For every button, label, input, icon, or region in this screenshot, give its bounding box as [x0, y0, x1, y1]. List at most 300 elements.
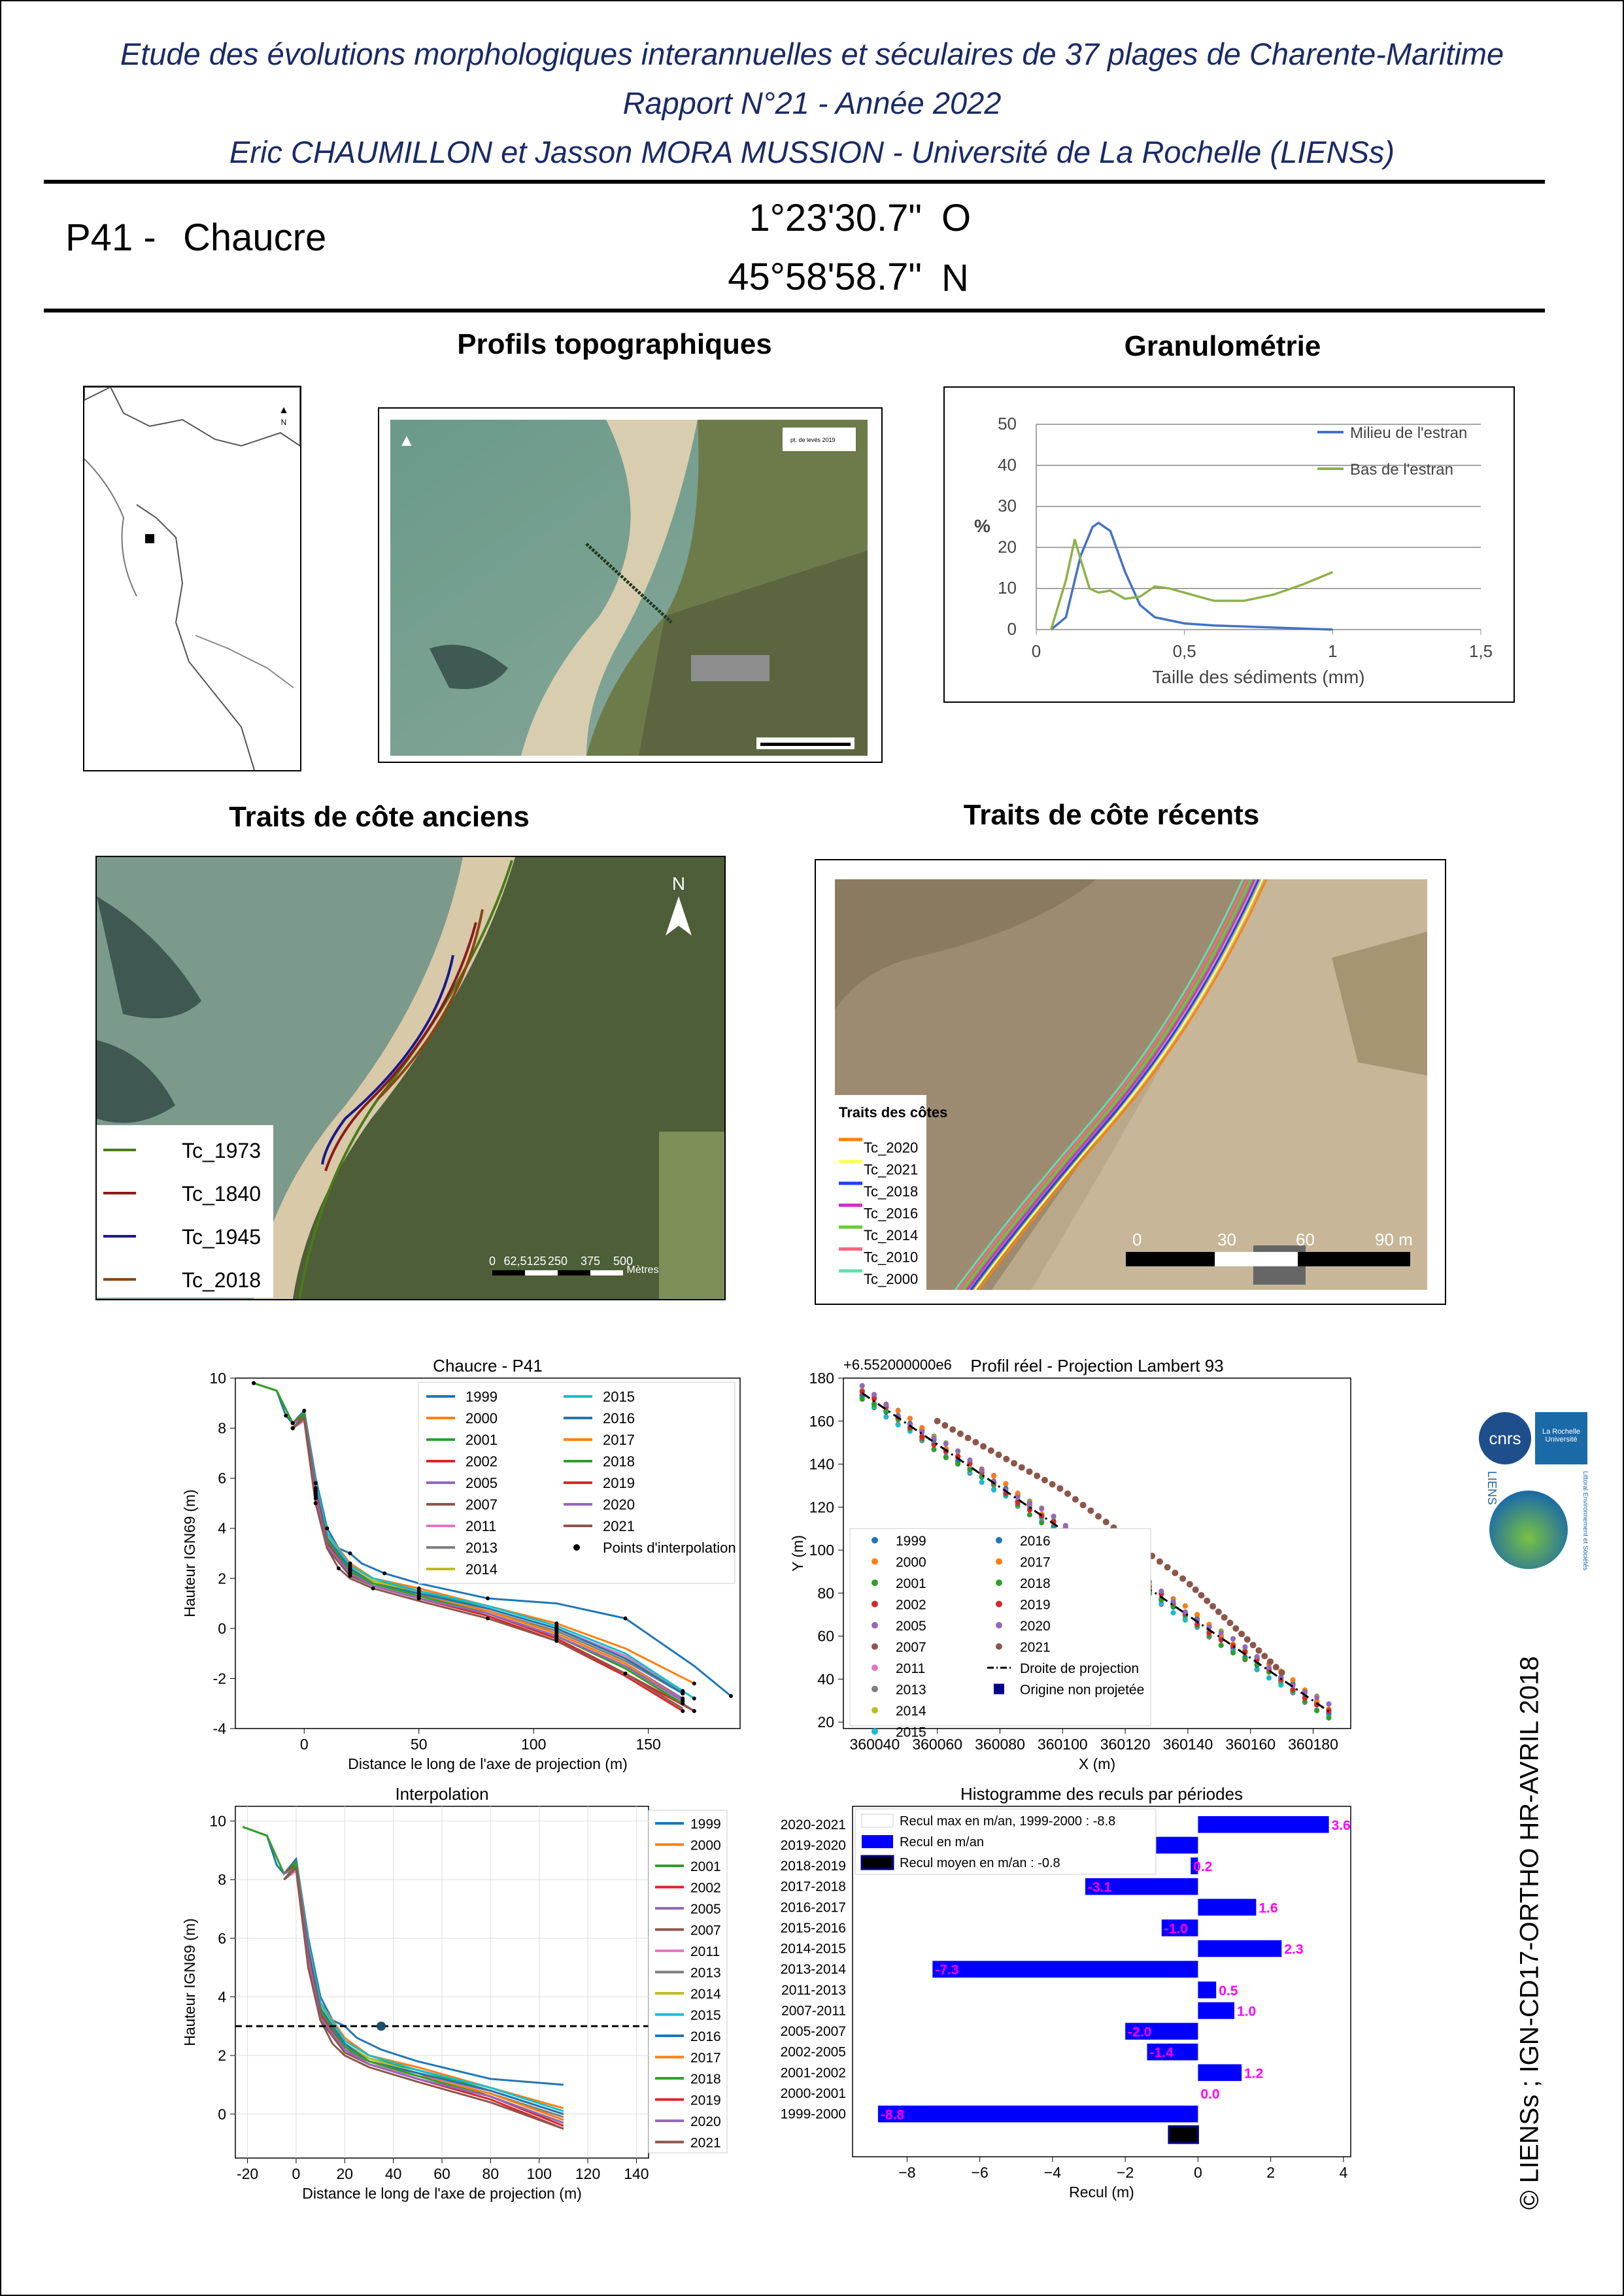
profile-point-2021 — [1279, 1670, 1285, 1676]
category-label: 2011-2013 — [781, 1982, 846, 1998]
category-label: 2020-2021 — [780, 1817, 846, 1832]
chart-title: Profil réel - Projection Lambert 93 — [970, 1356, 1224, 1376]
profile-point-2021 — [1267, 1659, 1274, 1665]
x-tick-label: −4 — [1043, 2164, 1062, 2181]
profile-point — [860, 1383, 865, 1389]
profile-point — [1326, 1715, 1331, 1721]
legend-label: 2018 — [690, 2072, 721, 2087]
x-tick-label: 100 — [526, 2165, 552, 2182]
x-tick-label: 0 — [1031, 641, 1041, 661]
legend-swatch — [871, 1601, 878, 1608]
legend-label: Recul max en m/an, 1999-2000 : -8.8 — [900, 1814, 1116, 1829]
profile-point — [991, 1474, 996, 1479]
profile-point-2021 — [941, 1422, 948, 1428]
legend-label: Tc_2018 — [182, 1268, 261, 1292]
profile-point-2021 — [1193, 1587, 1199, 1593]
category-label: 2014-2015 — [780, 1941, 846, 1957]
y-tick-label: -4 — [212, 1720, 226, 1737]
x-axis-label: Recul (m) — [1069, 2184, 1134, 2201]
x-tick-label: 360060 — [912, 1736, 963, 1753]
legend-label: 2007 — [465, 1496, 498, 1513]
profile-point-2021 — [972, 1439, 979, 1445]
legend-swatch — [573, 1544, 580, 1551]
interp-point — [681, 1691, 685, 1695]
scale-label: 375 — [580, 1255, 601, 1268]
scale-label: 60 — [1296, 1230, 1315, 1249]
category-label: 2007-2011 — [781, 2003, 846, 2019]
granulo-chart-frame — [943, 386, 1515, 703]
x-tick-label: 360140 — [1162, 1736, 1213, 1753]
profile-point — [1326, 1701, 1331, 1706]
profile-point-2021 — [934, 1418, 941, 1425]
interp-point — [554, 1634, 558, 1638]
interp-point — [554, 1639, 558, 1643]
x-tick-label: 20 — [336, 2165, 354, 2182]
legend — [418, 1382, 736, 1583]
mean-bar — [1169, 2126, 1198, 2143]
profile-point — [896, 1423, 901, 1428]
scale-label: 0 — [1132, 1230, 1142, 1249]
profile-point — [1003, 1481, 1008, 1486]
legend-label: Origine non projetée — [1020, 1682, 1145, 1698]
y-tick-label: 0 — [218, 2105, 226, 2123]
profile-point-2021 — [1221, 1614, 1228, 1621]
bar — [1198, 1940, 1281, 1957]
interp-point — [554, 1627, 558, 1630]
profile-point — [979, 1468, 985, 1473]
y-tick-label: 4 — [218, 1519, 226, 1537]
y-tick-label: 6 — [218, 1929, 226, 1947]
profile-point — [1230, 1650, 1236, 1655]
y-tick-label: 60 — [817, 1627, 834, 1645]
profile-point — [907, 1415, 913, 1421]
legend-label: 2007 — [896, 1640, 926, 1655]
legend-label: 1999 — [690, 1817, 721, 1832]
x-tick-label: −6 — [971, 2164, 989, 2181]
legend-label: 2018 — [603, 1453, 635, 1470]
legend-swatch — [862, 1856, 893, 1869]
credit-text: © LIENSs ; IGN-CD17-ORTHO HR-AVRIL 2018 — [1515, 1656, 1544, 2210]
profile-point — [955, 1462, 960, 1467]
legend-label: 2019 — [1020, 1597, 1051, 1613]
report-title: Etude des évolutions morphologiques interannuelles et séculaires de 37 plages de Charente-Maritime — [120, 37, 1504, 71]
legend-swatch — [871, 1537, 878, 1544]
legend-label: 2016 — [603, 1410, 635, 1427]
legend-label: Tc_2018 — [864, 1183, 919, 1200]
profile-point — [1230, 1636, 1236, 1642]
bar-value-label: 0.2 — [1193, 1859, 1213, 1875]
y-tick-label: 10 — [998, 578, 1017, 598]
interp-point — [417, 1596, 421, 1600]
profile-point — [1039, 1520, 1044, 1525]
x-tick-label: 1,5 — [1468, 641, 1493, 661]
profile-point — [1255, 1654, 1260, 1659]
legend-label: 2002 — [896, 1597, 926, 1613]
x-tick-label: 4 — [1339, 2164, 1348, 2181]
legend-label: 2018 — [1020, 1576, 1051, 1591]
legend-label: 2020 — [1020, 1619, 1051, 1634]
y-tick-label: 2 — [218, 1570, 226, 1587]
interp-point — [486, 1617, 490, 1621]
legend-label: 2020 — [690, 2114, 721, 2129]
longitude-dir: O — [941, 197, 972, 239]
legend-label: 2001 — [896, 1576, 926, 1591]
legend-swatch — [996, 1559, 1002, 1565]
bar — [1198, 1899, 1256, 1916]
category-label: 2013-2014 — [780, 1962, 846, 1978]
granulo-chart — [945, 388, 1514, 701]
liens-logo-text: LIENS — [1485, 1471, 1498, 1506]
legend-swatch — [862, 1835, 893, 1848]
scale-label: 90 m — [1375, 1230, 1413, 1249]
x-tick-label: 80 — [482, 2165, 499, 2182]
profile-point — [1314, 1695, 1319, 1700]
profile-point-2021 — [1187, 1581, 1193, 1587]
bar-value-label: 1.2 — [1244, 2066, 1264, 2082]
legend-label: 2015 — [690, 2008, 721, 2023]
recent-shorelines-map — [815, 859, 1446, 1305]
x-tick-label: 140 — [624, 2165, 649, 2182]
scale-unit: Mètres — [626, 1264, 659, 1275]
interp-point — [252, 1381, 256, 1385]
top-rule — [44, 180, 1545, 184]
profile-point — [1266, 1664, 1272, 1670]
profile-point-2021 — [1080, 1502, 1087, 1508]
x-tick-label: 360180 — [1288, 1736, 1338, 1753]
legend-label: 2021 — [690, 2135, 721, 2151]
legend-label: 2011 — [896, 1661, 926, 1676]
legend-label: 2013 — [465, 1540, 498, 1556]
legend-levés: pt. de levés 2019 — [790, 437, 836, 443]
legend-swatch — [994, 1684, 1004, 1695]
y-tick-label: 20 — [998, 537, 1017, 557]
x-tick-label: 360040 — [849, 1736, 900, 1753]
legend-label: Recul moyen en m/an : -0.8 — [900, 1856, 1060, 1870]
legend-label: 2016 — [690, 2029, 721, 2044]
x-axis-label: Distance le long de l'axe de projection (m) — [348, 1755, 628, 1772]
legend-label: Tc_1840 — [182, 1182, 261, 1206]
profile-point-2021 — [1011, 1460, 1017, 1466]
legend-swatch — [871, 1707, 878, 1714]
legend-label: 2000 — [896, 1555, 926, 1570]
interp-point — [314, 1494, 318, 1498]
profile-point-2021 — [1019, 1464, 1025, 1471]
scale-label: 30 — [1217, 1230, 1236, 1249]
legend-label: 1999 — [465, 1389, 498, 1405]
profile-point-2021 — [1095, 1513, 1102, 1519]
profile-point-2021 — [1041, 1477, 1048, 1483]
report-number: Rapport N°21 - Année 2022 — [622, 86, 1002, 120]
y-tick-label: 0 — [1007, 619, 1017, 639]
x-tick-label: 0,5 — [1172, 641, 1196, 661]
x-tick-label: 0 — [1193, 2164, 1202, 2181]
bar — [1198, 2065, 1242, 2082]
profile-point-2021 — [1210, 1603, 1216, 1610]
profile-point — [883, 1414, 888, 1419]
legend-label: 2021 — [1020, 1640, 1051, 1655]
profile-point — [943, 1441, 949, 1446]
category-label: 2002-2005 — [780, 2044, 846, 2060]
y-tick-label: 4 — [218, 1988, 226, 2006]
legend-label: 2016 — [1020, 1534, 1051, 1549]
profile-point-2021 — [957, 1430, 964, 1437]
chart-profiles — [170, 1340, 758, 1778]
profile-point-2021 — [1003, 1456, 1009, 1462]
x-tick-label: 150 — [635, 1736, 661, 1753]
profile-point — [1242, 1656, 1247, 1661]
profile-point — [919, 1430, 924, 1435]
y-tick-label: 160 — [809, 1412, 834, 1430]
x-tick-label: 360120 — [1100, 1736, 1151, 1753]
profile-point — [1027, 1512, 1032, 1517]
bar-value-label: -1.0 — [1164, 1921, 1188, 1936]
scale-label: 500 — [613, 1255, 634, 1268]
legend-label: 2019 — [603, 1475, 635, 1491]
profile-point — [1219, 1643, 1224, 1648]
legend-label: 2021 — [603, 1518, 635, 1534]
interp-point — [729, 1694, 733, 1698]
legend-label: 2019 — [690, 2093, 721, 2108]
legend-swatch — [871, 1644, 878, 1650]
profile-point — [871, 1392, 877, 1397]
x-tick-label: -20 — [236, 2165, 259, 2182]
profile-point-2021 — [1198, 1592, 1204, 1598]
bar-value-label: 0.5 — [1219, 1983, 1238, 1999]
profile-point — [991, 1487, 996, 1493]
legend-swatch — [996, 1644, 1002, 1650]
y-tick-label: 0 — [218, 1619, 226, 1637]
x-tick-label: −2 — [1117, 2164, 1134, 2181]
x-axis-label: X (m) — [1078, 1755, 1116, 1772]
category-label: 2019-2020 — [780, 1838, 846, 1853]
site-marker — [145, 534, 154, 543]
profile-point-2021 — [1255, 1647, 1262, 1654]
site-name: Chaucre — [183, 216, 327, 259]
legend-label: 2011 — [465, 1518, 497, 1534]
category-label: 2017-2018 — [780, 1879, 846, 1895]
legend-label: Tc_2010 — [864, 1249, 919, 1266]
interp-point — [348, 1572, 352, 1576]
profile-point — [1266, 1676, 1272, 1681]
svg-text:N: N — [280, 418, 287, 427]
legend-label: 2014 — [896, 1704, 926, 1719]
legend-label: 2011 — [690, 1944, 720, 1959]
y-tick-label: 50 — [998, 414, 1017, 433]
interp-point — [325, 1527, 329, 1530]
x-tick-label: 120 — [575, 2165, 601, 2182]
bottom-rule — [44, 309, 1545, 312]
profile-point — [1039, 1506, 1044, 1511]
profile-point-2021 — [1157, 1559, 1163, 1565]
legend — [855, 1809, 1156, 1874]
old-shorelines-map — [95, 856, 726, 1300]
interp-point — [291, 1421, 295, 1425]
profile-point-2021 — [965, 1435, 972, 1442]
profile-point-2021 — [1232, 1625, 1239, 1632]
chart-title: Chaucre - P41 — [433, 1356, 543, 1376]
profile-point-2021 — [949, 1427, 956, 1433]
profile-point — [1027, 1500, 1032, 1506]
bar-value-label: 3.6 — [1331, 1817, 1351, 1833]
bar-value-label: 0.0 — [1200, 2086, 1220, 2102]
x-tick-label: 360160 — [1225, 1736, 1276, 1753]
univ-logo: La Rochelle Université — [1535, 1412, 1587, 1464]
y-tick-label: 100 — [809, 1542, 834, 1559]
profile-point-2021 — [1049, 1481, 1056, 1487]
profile-photo-frame — [378, 407, 883, 763]
bar-value-label: 1.0 — [1237, 2004, 1257, 2019]
interp-point — [681, 1709, 685, 1713]
latitude: 45°58'58.7" — [728, 256, 922, 298]
profile-point-2021 — [1103, 1519, 1109, 1525]
profile-point — [955, 1448, 960, 1453]
x-tick-label: 360080 — [975, 1736, 1025, 1753]
x-tick-label: 50 — [410, 1736, 428, 1753]
bar-value-label: -1.4 — [1149, 2045, 1174, 2061]
legend-swatch — [871, 1686, 878, 1693]
category-label: 2016-2017 — [780, 1900, 846, 1916]
interp-point — [624, 1617, 628, 1621]
profile-point — [919, 1425, 924, 1430]
legend-label: Tc_2020 — [864, 1140, 919, 1156]
legend-label: Bas de l'estran — [1350, 461, 1454, 479]
interp-point — [348, 1551, 352, 1555]
legend-label: 2017 — [690, 2050, 721, 2066]
legend-swatch — [871, 1664, 878, 1671]
profile-point — [1219, 1630, 1224, 1635]
y-tick-label: 20 — [817, 1714, 834, 1731]
category-label: 1999-2000 — [780, 2106, 846, 2122]
profile-point-2021 — [980, 1443, 987, 1449]
category-label: 2005-2007 — [780, 2024, 846, 2040]
locator-map — [83, 386, 301, 771]
legend-swatch — [871, 1559, 878, 1565]
granulo-series-line — [1051, 523, 1333, 630]
report-authors: Eric CHAUMILLON et Jasson MORA MUSSION - Université de La Rochelle (LIENSs) — [229, 135, 1395, 169]
recent-legend-title: Traits des côtes — [839, 1104, 948, 1121]
legend-label: Tc_1973 — [182, 1139, 261, 1162]
profile-point-2021 — [1057, 1485, 1063, 1492]
profile-point-2021 — [1204, 1598, 1210, 1604]
legend — [649, 1810, 727, 2153]
legend-label: Tc_2000 — [864, 1271, 919, 1287]
x-tick-label: 2 — [1266, 2164, 1276, 2181]
profile-point — [1051, 1513, 1057, 1519]
interp-point — [314, 1481, 318, 1485]
chart-lambert — [758, 1340, 1360, 1791]
profile-point — [1314, 1708, 1319, 1714]
profile-point — [1183, 1604, 1188, 1609]
interp-point — [692, 1681, 696, 1685]
legend-swatch — [996, 1579, 1002, 1586]
legend-label: 2005 — [896, 1619, 926, 1634]
section-recents-title: Traits de côte récents — [963, 799, 1260, 831]
y-tick-label: 10 — [209, 1370, 226, 1387]
profile-point-2021 — [1226, 1619, 1233, 1626]
legend-label: 2005 — [465, 1475, 498, 1491]
north-icon: ▲ — [279, 405, 289, 416]
liens-logo — [1489, 1491, 1568, 1569]
chart-interpolation — [170, 1768, 758, 2213]
profile-point — [1291, 1677, 1296, 1682]
bar — [1198, 1982, 1216, 1999]
profile-point-2021 — [1179, 1576, 1186, 1582]
y-tick-label: 140 — [809, 1455, 834, 1473]
y-tick-label: 180 — [809, 1370, 834, 1387]
legend-label: 2015 — [603, 1389, 635, 1405]
y-tick-label: 80 — [817, 1584, 834, 1602]
scale-label: 0 — [488, 1255, 496, 1268]
interp-point — [314, 1489, 318, 1493]
interp-point — [284, 1413, 288, 1417]
legend — [850, 1528, 1151, 1740]
x-tick-label: 360100 — [1037, 1736, 1088, 1753]
interp-point — [314, 1501, 318, 1505]
interp-point — [692, 1697, 696, 1700]
north-label: N — [671, 873, 686, 894]
bar-value-label: -7.3 — [935, 1963, 959, 1978]
legend-swatch — [871, 1579, 878, 1586]
section-profils-title: Profils topographiques — [457, 328, 772, 360]
scale-label: 62,5125 — [503, 1255, 547, 1268]
profile-point — [979, 1479, 985, 1485]
profile-point-2021 — [1026, 1468, 1032, 1475]
legend-label: 2017 — [603, 1432, 635, 1448]
legend-label: Recul en m/an — [900, 1835, 984, 1849]
interp-point — [382, 1572, 386, 1576]
granulo-series-line — [1051, 539, 1333, 630]
interp-point — [337, 1566, 341, 1570]
section-anciens-title: Traits de côte anciens — [229, 801, 530, 833]
latitude-dir: N — [941, 257, 969, 299]
legend-swatch — [871, 1622, 878, 1629]
profile-point-2021 — [1261, 1653, 1268, 1659]
legend-label: 2002 — [465, 1453, 498, 1470]
y-tick-label: 40 — [998, 454, 1017, 475]
cnrs-logo: cnrs — [1479, 1412, 1531, 1464]
legend-label: 2013 — [896, 1682, 926, 1698]
longitude: 1°23'30.7" — [749, 197, 922, 239]
profile-point-2021 — [1087, 1508, 1094, 1514]
category-label: 2018-2019 — [780, 1859, 846, 1874]
y-axis-label: Hauteur IGN69 (m) — [181, 1489, 198, 1617]
profile-point-2021 — [1164, 1564, 1171, 1570]
legend-label: 1999 — [896, 1534, 926, 1549]
profile-point-2021 — [1244, 1636, 1251, 1643]
legend-label: 2014 — [465, 1561, 498, 1578]
liens-logo-subtitle: Littoral Environnement et Sociétés — [1582, 1471, 1589, 1571]
north-icon: ▲ — [398, 430, 415, 450]
profile-point-2021 — [1172, 1570, 1178, 1576]
profile-point — [1159, 1589, 1164, 1594]
bar-value-label: -3.1 — [1087, 1880, 1112, 1895]
legend-label: Tc_2014 — [864, 1227, 919, 1243]
chart-title: Interpolation — [395, 1784, 489, 1804]
y-offset-label: +6.552000000e6 — [843, 1357, 952, 1373]
profile-point — [860, 1396, 865, 1402]
legend-swatch — [862, 1814, 893, 1827]
x-tick-label: 40 — [384, 2165, 402, 2182]
legend-swatch — [996, 1601, 1002, 1608]
chart-histogram — [745, 1768, 1360, 2226]
y-tick-label: 30 — [998, 496, 1017, 516]
legend-label: Tc_2021 — [864, 1161, 919, 1178]
legend-label: 2020 — [603, 1496, 635, 1513]
y-tick-label: 120 — [809, 1498, 834, 1516]
legend-label: 2001 — [465, 1432, 498, 1448]
y-tick-label: 8 — [218, 1419, 226, 1437]
bar-value-label: 2.3 — [1284, 1942, 1304, 1957]
